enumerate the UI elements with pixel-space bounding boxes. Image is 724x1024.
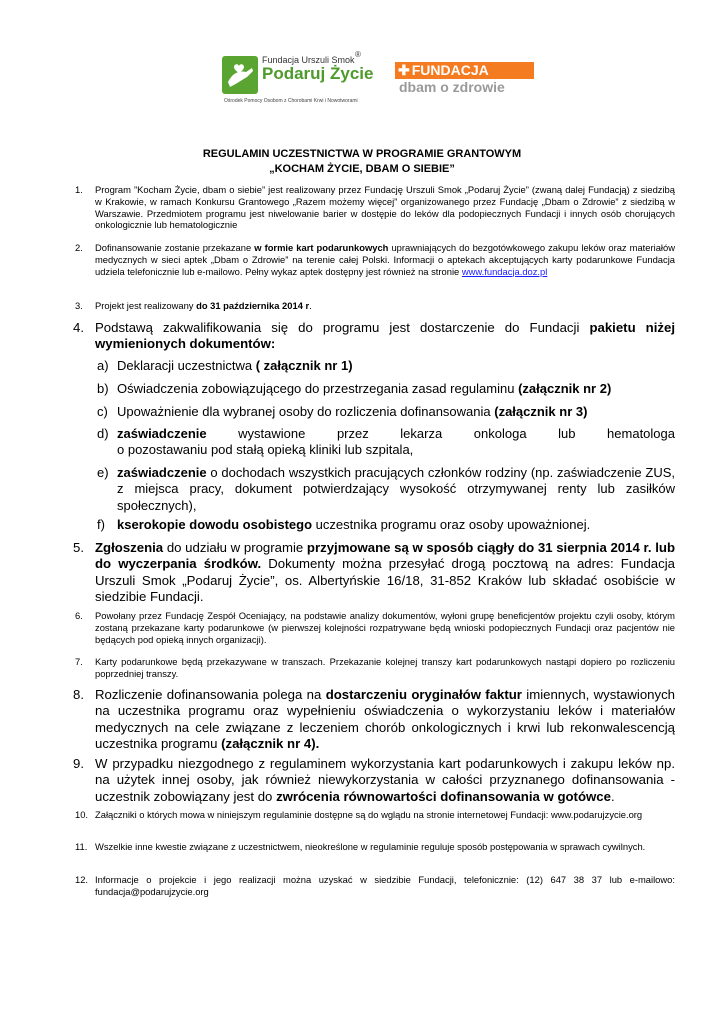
rule-text: .: [309, 300, 312, 311]
rule-10: [75, 809, 675, 821]
fundacja-banner: [395, 62, 534, 79]
rule-text: Powołany przez Fundację Zespół Oceniający, na podstawie analizy dokumentów, wyłoni grupę beneficjentów projektu czyli osoby, którym zostaną przekazane karty podarunkowe (w pierwszej kolejności rozpatrywane będą wnioski podopiecznych Fundacji oraz pacjentów nie będących pod opieką innych organizacji).: [95, 610, 675, 645]
rule-4-item-b: [97, 381, 675, 397]
podaruj-zycie-logo: [222, 52, 382, 110]
list-letter: f): [97, 517, 105, 532]
rule-text: Karty podarunkowe będą przekazywane w transzach. Przekazanie kolejnej transzy kart podarunkowych nastąpi dopiero po rozliczeniu poprzedniej transzy.: [95, 656, 675, 679]
fundacja-doz-link[interactable]: www.fundacja.doz.pl: [461, 265, 548, 277]
rule-emphasis: przyjmowane są w sposób ciągły do 31 sierpnia 2014 r. lub do wyczerpania środków.: [95, 540, 676, 572]
rule-emphasis: zwrócenia równowartości dofinansowania w gotówce: [276, 788, 611, 804]
rule-text: uprawniających do bezgotówkowego zakupu leków oraz materiałów medycznych w sieci aptek „Dbam o Zdrowie” na terenie całej Polski. Informacji o aptekach akceptujących karty podarunkowe Fundacja udziela telefonicznie lub e-mailowo. Pełny wykaz aptek dostępny jest również na stronie: [95, 242, 675, 277]
rule-text: Informacje o projekcie i jego realizacji można uzyskać w siedzibie Fundacji, telefonicznie: (12) 647 38 37 lub e-mailowo: fundacja@podarujzycie.org: [95, 874, 675, 897]
item-emphasis: (załącznik nr 2): [518, 381, 612, 396]
rule-4-item-e: [97, 465, 675, 514]
item-word: lub: [558, 426, 576, 441]
cross-icon: ✚: [398, 62, 410, 78]
fundacja-urszuli-smok-label: Fundacja Urszuli Smok: [262, 55, 355, 65]
item-text: o dochodach wszystkich pracujących członków rodziny (np. zaświadczenie ZUS, z miejsca pracy, dokument potwierdzający wysokość otrzymywanej renty lub zasiłków społecznych),: [117, 465, 675, 513]
rule-11: [75, 841, 675, 853]
rule-number: 5.: [73, 540, 84, 555]
rule-number: 6.: [75, 610, 83, 621]
list-letter: e): [97, 465, 109, 480]
list-letter: c): [97, 404, 108, 419]
rule-number: 10.: [75, 809, 89, 820]
rule-text: Projekt jest realizowany: [95, 300, 197, 311]
rule-number: 4.: [73, 320, 84, 335]
page-title-line2: „KOCHAM ŻYCIE, DBAM O SIEBIE”: [269, 163, 455, 175]
item-text: o pozostawaniu pod stałą opieką kliniki lub szpitala,: [117, 442, 414, 458]
dbam-o-zdrowie-logo: [395, 62, 535, 102]
rule-emphasis: Zgłoszenia: [95, 540, 164, 555]
rule-number: 1.: [75, 184, 83, 195]
rule-text: .: [610, 788, 615, 804]
item-text: Oświadczenia zobowiązującego do przestrzegania zasad regulaminu: [117, 381, 519, 396]
rule-number: 8.: [73, 687, 84, 702]
rule-7: [75, 656, 675, 680]
osrodek-label: Ośrodek Pomocy Osobom z Chorobami Krwi i Nowotworami: [224, 98, 358, 104]
list-letter: b): [97, 381, 109, 396]
rule-number: 11.: [75, 841, 88, 852]
item-word: przez: [336, 426, 369, 441]
rule-number: 2.: [75, 242, 83, 253]
rule-1: [75, 184, 675, 231]
item-emphasis: zaświadczenie: [117, 465, 207, 480]
dbam-label: dbam o zdrowie: [399, 79, 505, 95]
rule-text: Podstawą zakwalifikowania się do programu jest dostarczenie do Fundacji: [95, 320, 590, 335]
fundacja-label: FUNDACJA: [411, 62, 489, 78]
list-letter: d): [97, 426, 109, 441]
list-letter: a): [97, 358, 109, 373]
rule-number: 3.: [75, 300, 83, 311]
rule-emphasis: w formie kart podarunkowych: [254, 242, 389, 253]
item-emphasis: ( załącznik nr 1): [255, 358, 353, 373]
rule-text: Program ”Kocham Życie, dbam o siebie” jest realizowany przez Fundację Urszuli Smok „Podaruj Życie” (zwaną dalej Fundacją) z siedzibą w Krakowie, w ramach Konkursu Grantowego „Razem możemy więcej” organizowanego przez Fundację „Dbam o Zdrowie” z siedzibą w Warszawie. Przedmiotem programu jest niwelowanie barier w dostępie do leków dla podopiecznych Fundacji i innych osób chorujących onkologicznie lub hematologicznie: [95, 184, 675, 231]
item-word: hematologa: [607, 426, 675, 441]
hands-heart-icon: [222, 56, 258, 94]
rule-text: Rozliczenie dofinansowania polega na: [95, 687, 326, 702]
rule-emphasis: pakietu niżej wymienionych dokumentów:: [95, 320, 675, 352]
page-title-line1: REGULAMIN UCZESTNICTWA W PROGRAMIE GRANTOWYM: [202, 148, 522, 160]
rule-6: [75, 610, 675, 645]
rule-4: [73, 320, 675, 353]
rule-text: Dokumenty można przesyłać drogą pocztową na adres: Fundacja Urszuli Smok „Podaruj Życie”, os. Albertyńskie 16/18, 31-852 Kraków lub składać osobiście w siedzibie Fundacji.: [95, 556, 675, 605]
rule-4-item-d: [97, 426, 675, 459]
item-text: Deklaracji uczestnictwa: [117, 358, 256, 373]
header-logos: [0, 52, 724, 112]
item-text: Upoważnienie dla wybranej osoby do rozliczenia dofinansowania: [117, 404, 495, 419]
rule-3: [75, 300, 675, 312]
rule-text: do udziału w programie: [163, 540, 307, 555]
item-line: [117, 426, 675, 442]
rule-emphasis: (załącznik nr 4).: [221, 736, 320, 752]
rule-text: imiennych, wystawionych na uczestnika programu oraz wypełnieniu oświadczenia o wykorzystaniu leków i materiałów medycznych na cele związane z leczeniem chorób onkologicznych i krwi lub rekonwalescencją uczestnika programu: [95, 687, 676, 752]
registered-mark: ®: [355, 50, 361, 59]
rule-12: [75, 874, 675, 898]
rule-text: Wszelkie inne kwestie związane z uczestnictwem, nieokreślone w regulaminie reguluje sposób postępowania w sprawach cywilnych.: [95, 841, 646, 852]
podaruj-zycie-label: Podaruj Życie: [262, 64, 374, 83]
rule-number: 12.: [75, 874, 89, 885]
item-word: onkologa: [473, 426, 527, 441]
item-emphasis: (załącznik nr 3): [494, 404, 588, 419]
rule-number: 7.: [75, 656, 83, 667]
rule-5: [73, 540, 676, 606]
rule-8: [73, 687, 676, 753]
item-word: lekarza: [400, 426, 443, 441]
rule-4-item-c: [97, 404, 675, 420]
item-text: uczestnika programu oraz osoby upoważnionej.: [312, 517, 591, 532]
rule-text: Dofinansowanie zostanie przekazane: [95, 242, 255, 253]
rule-text: W przypadku niezgodnego z regulaminem wykorzystania kart podarunkowych i zakupu leków np. na użytek innej osoby, jak również niewykorzystania w całości przyznanego dofinansowania - uczestnik zobowiązany jest do: [95, 756, 675, 804]
rule-emphasis: dostarczeniu oryginałów faktur: [325, 687, 522, 702]
rule-4-item-f: [97, 517, 675, 533]
rule-2: [75, 242, 675, 277]
item-word: wystawione: [238, 426, 306, 441]
rule-4-item-a: [97, 358, 675, 374]
rule-text: Załączniki o których mowa w niniejszym regulaminie dostępne są do wglądu na stronie internetowej Fundacji: www.podarujzycie.org: [95, 809, 643, 820]
rule-number: 9.: [73, 756, 84, 771]
rule-9: [73, 756, 675, 805]
item-emphasis: zaświadczenie: [117, 426, 207, 441]
rule-emphasis: do 31 października 2014 r: [196, 300, 310, 311]
item-emphasis: kserokopie dowodu osobistego: [117, 517, 313, 532]
